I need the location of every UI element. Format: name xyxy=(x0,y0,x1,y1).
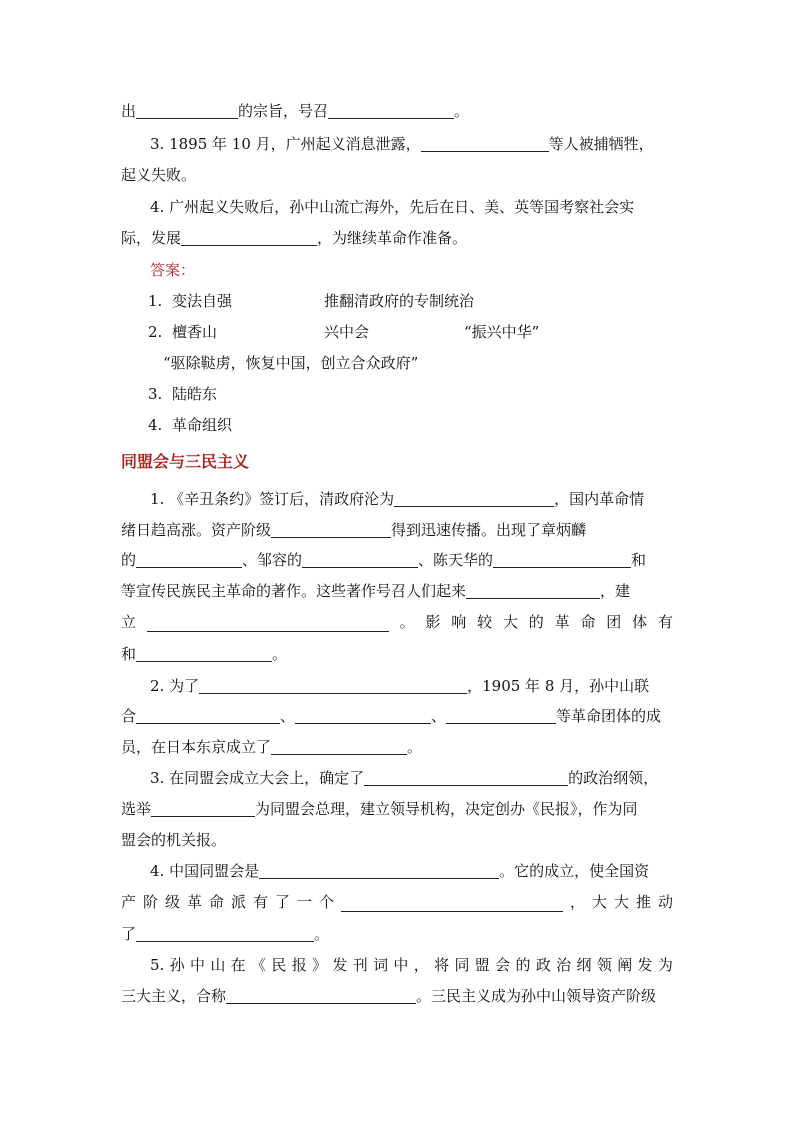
blank[interactable] xyxy=(136,708,280,724)
question-1: 1. 《辛丑条约》签订后，清政府沦为 ，国内革命情 xyxy=(150,490,645,508)
blank[interactable] xyxy=(271,522,391,538)
blank[interactable] xyxy=(259,863,499,879)
blank[interactable] xyxy=(328,103,454,119)
top-line-1: 出 的宗旨，号召 。 xyxy=(121,102,470,120)
answer-1: 1. 变法自强 推翻清政府的专制统治 xyxy=(148,292,475,310)
blank[interactable] xyxy=(394,491,554,507)
blank[interactable] xyxy=(136,926,314,942)
blank[interactable] xyxy=(341,896,563,912)
blank[interactable] xyxy=(466,583,600,599)
worksheet-page: 出 的宗旨，号召 。 3. 1895 年 10 月，广州起义消息泄露， 等人被捕牺牲， 起义失败。 4. 广州起义失败后，孙中山流亡海外，先后在日、美、英等国考察社会实 际，发展 ，为继续革命作准备。 答案： 1. 变法自强 推翻清政府的专制统治 2. 檀香山 兴中会 “振兴中华” “驱除鞑虏，恢复中国，创立合众政府” 3. 陆皓东 4. 革命组织 同盟会与三民主义 1. 《辛丑条约》签订后，清政府沦为 ，国内革命情 绪日趋高涨。资产阶级 得到迅速传播。出现了章炳麟 的 、邹容的 、陈天华的 和 等宣传民族民主革命的著作。这些著作号召人们起来 ，建 立 。 影 响 较 大 的 革 命 团 体 有 和 。 2. 为了 ，1905 年 8 月，孙中山联 合 、 、 等革命团体的成 员，在日本东京成立了 。 3. 在同盟会成立大会上，确定了 的政治纲领， 选举 为同盟会总理，建立领导机构，决定创办《民报》，作为同 盟会的机关报。 4. 中国同盟会是 。它的成立，使全国资 产 阶 级 革 命 派 有 了 一 个 ， 大 大 推 动 了 。 5. 孙 中 山 在 《 民 报 》 发 刊 词 中 ， 将 同 盟 会 的 政 治 纲 领 阐 发 为 三大主义，合称 。三民主义成为孙中山领导资产阶级 xyxy=(121,102,673,1005)
blank[interactable] xyxy=(295,708,431,724)
answer-2: 2. 檀香山 兴中会 “振兴中华” xyxy=(148,323,540,341)
answer-4: 4. 革命组织 xyxy=(148,416,233,434)
blank[interactable] xyxy=(421,136,549,152)
blank[interactable] xyxy=(181,230,317,246)
blank[interactable] xyxy=(147,616,389,632)
top-question-3: 3. 1895 年 10 月，广州起义消息泄露， 等人被捕牺牲， xyxy=(150,135,654,153)
question-4: 4. 中国同盟会是 。它的成立，使全国资 xyxy=(150,862,650,880)
blank[interactable] xyxy=(302,552,418,568)
blank[interactable] xyxy=(136,552,242,568)
top-question-4: 4. 广州起义失败后，孙中山流亡海外，先后在日、美、英等国考察社会实 xyxy=(150,198,635,216)
answer-3: 3. 陆皓东 xyxy=(148,385,218,403)
justified-line: 立 。 影 响 较 大 的 革 命 团 体 有 xyxy=(121,613,673,631)
section-heading: 同盟会与三民主义 xyxy=(121,452,250,471)
blank[interactable] xyxy=(493,552,631,568)
blank[interactable] xyxy=(136,646,272,662)
blank[interactable] xyxy=(136,103,238,119)
blank[interactable] xyxy=(151,801,255,817)
question-3: 3. 在同盟会成立大会上，确定了 的政治纲领， xyxy=(150,769,659,787)
blank[interactable] xyxy=(446,708,556,724)
justified-line: 产 阶 级 革 命 派 有 了 一 个 ， 大 大 推 动 xyxy=(121,893,673,911)
question-5: 5. 孙 中 山 在 《 民 报 》 发 刊 词 中 ， 将 同 盟 会 的 政 治 纲 领 阐 发 为 xyxy=(150,956,673,974)
answer-2-continued: “驱除鞑虏，恢复中国，创立合众政府” xyxy=(163,354,419,372)
answer-label: 答案： xyxy=(150,261,196,279)
blank[interactable] xyxy=(226,988,416,1004)
blank[interactable] xyxy=(199,678,467,694)
blank[interactable] xyxy=(364,770,568,786)
blank[interactable] xyxy=(271,739,407,755)
question-2: 2. 为了 ，1905 年 8 月，孙中山联 xyxy=(150,677,650,695)
